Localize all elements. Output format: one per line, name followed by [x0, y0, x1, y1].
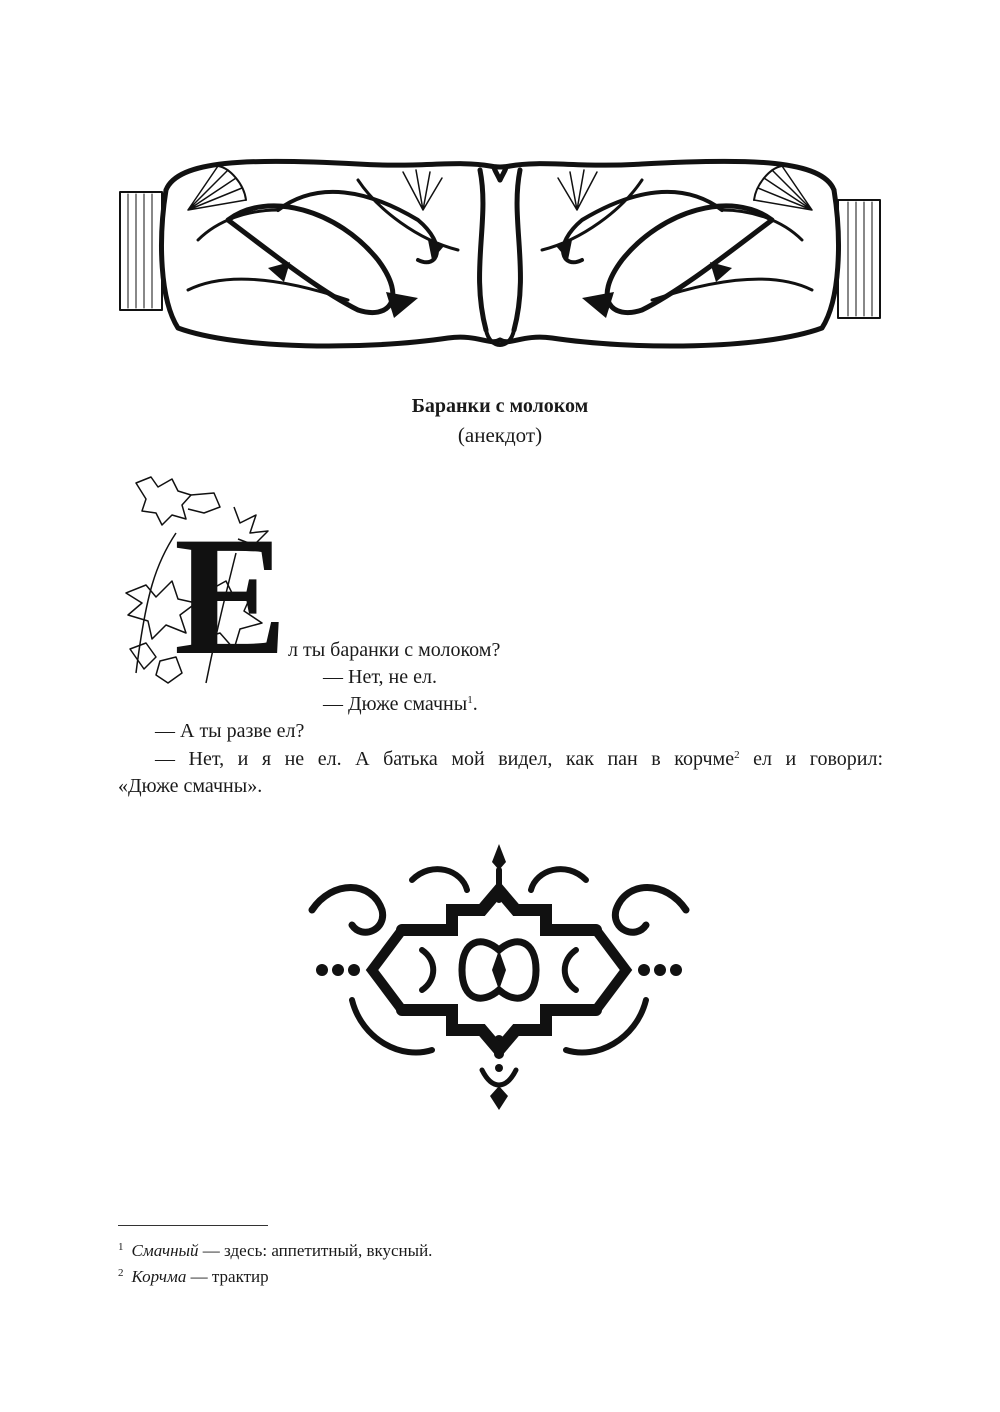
- text-line-3: [323, 690, 478, 718]
- floral-dropcap-icon: [116, 473, 288, 698]
- story-subtitle: (анекдот): [457, 423, 543, 447]
- dropcap-letter: Е: [174, 502, 288, 690]
- text-line-4: — А ты разве ел?: [155, 720, 305, 742]
- text-line-5-end: ел и говорил:: [739, 748, 883, 770]
- header-ornament: [118, 150, 882, 365]
- text-line-2: — Нет, не ел.: [323, 666, 437, 688]
- text-line-5: [155, 745, 883, 773]
- footnote-ref-1: 1: [467, 694, 473, 706]
- footnote-1-text: — здесь: аппетитный, вкусный.: [198, 1241, 433, 1260]
- footnote-2-text: — трактир: [186, 1267, 269, 1286]
- footnote-1-term: Смачный: [131, 1241, 199, 1260]
- footnote-1: [118, 1236, 432, 1262]
- text-line-6: «Дюже смачны».: [118, 775, 263, 797]
- text-line-3-body: — Дюже смачны: [323, 693, 468, 715]
- footnote-divider: [118, 1225, 268, 1226]
- footnote-2-mark: 2: [118, 1267, 124, 1279]
- footnote-ref-2: 2: [734, 749, 740, 761]
- text-line-5-body: — Нет, и я не ел. А батька мой видел, как пан в корчме: [155, 748, 735, 770]
- tailpiece-ornament: [292, 840, 706, 1125]
- footnote-2-term: Корчма: [131, 1267, 187, 1286]
- footnote-2: [118, 1262, 269, 1288]
- footnote-1-mark: 1: [118, 1241, 124, 1253]
- text-line-1: л ты баранки с молоком?: [288, 639, 501, 661]
- text-line-3-end: .: [472, 693, 478, 715]
- story-title: Баранки с молоком: [411, 395, 589, 417]
